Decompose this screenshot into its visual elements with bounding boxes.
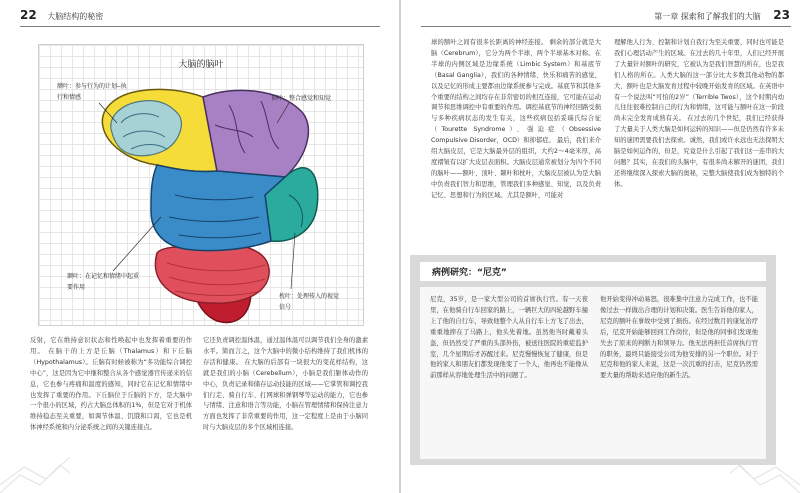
parietal-label-line-1: 顶叶：整合感觉和知觉	[271, 95, 332, 102]
left-page	[0, 0, 399, 493]
case-study-col-2	[600, 295, 758, 453]
right-body-col-1	[431, 38, 601, 248]
temporal-label-line-1: 颞叶：在记忆和情绪中起重	[67, 273, 140, 280]
left-header-rule	[20, 26, 380, 27]
case-study-title-bar	[420, 262, 766, 281]
right-header-rule	[421, 26, 791, 27]
frontal-label-line-2: 行和情感	[57, 94, 82, 101]
case-study-col-1	[430, 295, 588, 453]
case-study-col-1-text: 尼克，35岁，是一家大型公司的首席执行官。有一天夜里，在他骑自行车回家的路上，一辆巨大的四轮越野车撞上了他的自行车，导致他整个人从自行车上方飞了出去，重重地摔在了马路上，他头先着地。虽然他当时戴着头盔，但仍然受了严重的头部外伤，被送往医院的重症监护室，几个星期后才苏醒过来。尼克慢慢恢复了健康，但是他的家人和朋友们都发现他变了一个人，他再也不能像从前那样从容地处理生活中的问题了。	[430, 296, 588, 380]
figure-title: 大脑的脑叶	[178, 60, 224, 70]
case-study-box	[410, 255, 776, 465]
left-header	[20, 8, 103, 24]
right-col-1-text: 球的额叶之间有很多长距离的神经连接。 剩余的部分就是大脑（Cerebrum），它分为两个半球，两个半球基本对称。在半球的内侧区域是边缘系统（Limbic System）和基底节（Basal Ganglia），我们的各种情绪、快乐和痛苦的感觉，以及记忆的形成主要都由边缘系统参与完成。基底节和其他多个重要的结构之间均存在非常密切的相互连接，它可能在运动调节和思维调控中有重要的作用。调控基底节的神经回路受损与多种疾病状态的发生有关，这些疾病包括妥瑞氏综合征（Tourette Syndrome）、强迫症（Obsessive Compulsive Disorder，OCD）和抑郁症。 最后，我们来介绍大脑皮层，它是大脑最外层的组织，大约2～4毫米厚，高度褶皱有以扩大皮层表面积。大脑皮层通常被划分为四个不同的脑叶——额叶、顶叶、颞叶和枕叶，大脑皮层被认为是大脑中负责我们智力和思维，管理我们多种感觉、知觉，以及负责记忆、思想和行为的区域。尤其是额叶，可能对	[431, 39, 601, 199]
occipital-lobe-label	[279, 291, 339, 313]
right-running-header: 第一章 探索和了解我们的大脑	[654, 12, 761, 21]
right-col-2-text: 理解他人行为、控制和计划自我行为至关重要，同时也可能是我们心理活动产生的区域。在过去的几十年里，人们已经开展了大量针对额叶的研究，它被认为是我们智慧的所在，也是我们人格的所在。人类大脑的这一部分比大多数其他动物的都大，额叶也是大脑发育过程中较晚开始发育的区域。在英语中有一个说法叫“可怕的2岁”（Terrible Twos），这个时期内幼儿往往很难控制自己的行为和情绪，这可能与额叶在这一阶段尚未完全发育成熟有关。 在过去的几个世纪，我们已经获得了大量关于人类大脑是如何运转的知识——但是仍然有许多未知的谜团需要我们去探索。诚然，我们或许永远也无法探明大脑是如何运作的，但是，究竟是什么引起了我们这一连串的大问题？其实，在我们的头脑中，有很多尚未解开的谜团，我们还将继续深入探索大脑的奥秘，完整大脑使我们成为独特的个体。	[614, 39, 784, 188]
frontal-label-line-1: 额叶：参与行为的计划—执	[57, 83, 127, 90]
temporal-lobe-label	[67, 271, 139, 293]
case-study-title: 病例研究：“尼克”	[432, 268, 507, 278]
left-body-col-2	[203, 336, 368, 482]
left-running-header: 大脑结构的秘密	[47, 12, 104, 21]
occipital-label-line-2: 信号	[279, 304, 292, 311]
left-col-1-text: 反射，它在维持意识状态和性唤起中也发挥着重要的作用。 在脑干的上方是丘脑（Thalamus）和下丘脑（Hypothalamus）。丘脑有时候被称为“多功能综合调控中心”，这是因为它中继和整合从各个感觉器官传递来的信息，它也参与疼痛和温度的感知，同时它在记忆和情绪中也发挥了重要的作用。下丘脑位于丘脑的下方，是大脑中一个很小的区域，约占大脑总体积的1%，但是它对于机体维持稳态至关重要，如调节体温、饥饿和口渴，它也是机体神经系统和内分泌系统之间的关键连接点。	[30, 337, 192, 432]
right-page-number: 23	[773, 8, 790, 22]
right-header	[654, 8, 790, 24]
case-study-col-2-text: 他开始变得冲动易怒，很难集中注意力完成工作，也不能像过去一样做出合理的计划和决策。医生告诉他的家人，尼克的额叶在事故中受到了损伤。在经过数月的康复治疗后，尼克开始能够回到工作岗位，但是他的同事们发现他失去了原来的判断力和领导力。他无法再担任首席执行官的职务，最终只能接受公司为他安排的另一个职位。对于尼克和他的家人来说，这是一次沉重的打击，尼克仍然需要大量的帮助来适应他的新生活。	[600, 296, 758, 380]
left-page-number: 22	[20, 8, 37, 22]
case-study-body	[420, 287, 766, 459]
brain-lobes-figure	[38, 44, 364, 326]
right-body-col-2	[614, 38, 784, 248]
occipital-label-line-1: 枕叶：处理传入的视觉	[279, 293, 340, 300]
frontal-lobe-label	[57, 81, 127, 103]
temporal-label-line-2: 要作用	[67, 284, 86, 291]
parietal-lobe-label	[271, 93, 331, 104]
left-col-2-text: 它还负责调控温体温，通过温体温可以调节我们全身的激素水平。简而言之，这个大脑中的微小结构维持了我们机体的存活和健康。 在大脑的后部有一块很大的变花样结构，这就是我们的小脑（Cerebellum），小脑是我们躯体动作的中心，负责记录和储存运动技能的区域——它掌管和调控我们行走、骑自行车、打网球和弹钢琴等运动的能力，它也参与情绪、注意和语言等功能，小脑在管理情绪和保持注意力方面也发挥了非常重要的作用，这一定程度上是由于小脑同时与大脑皮层的多个区域相连接。	[203, 337, 368, 432]
left-corner-ornament	[0, 445, 70, 493]
